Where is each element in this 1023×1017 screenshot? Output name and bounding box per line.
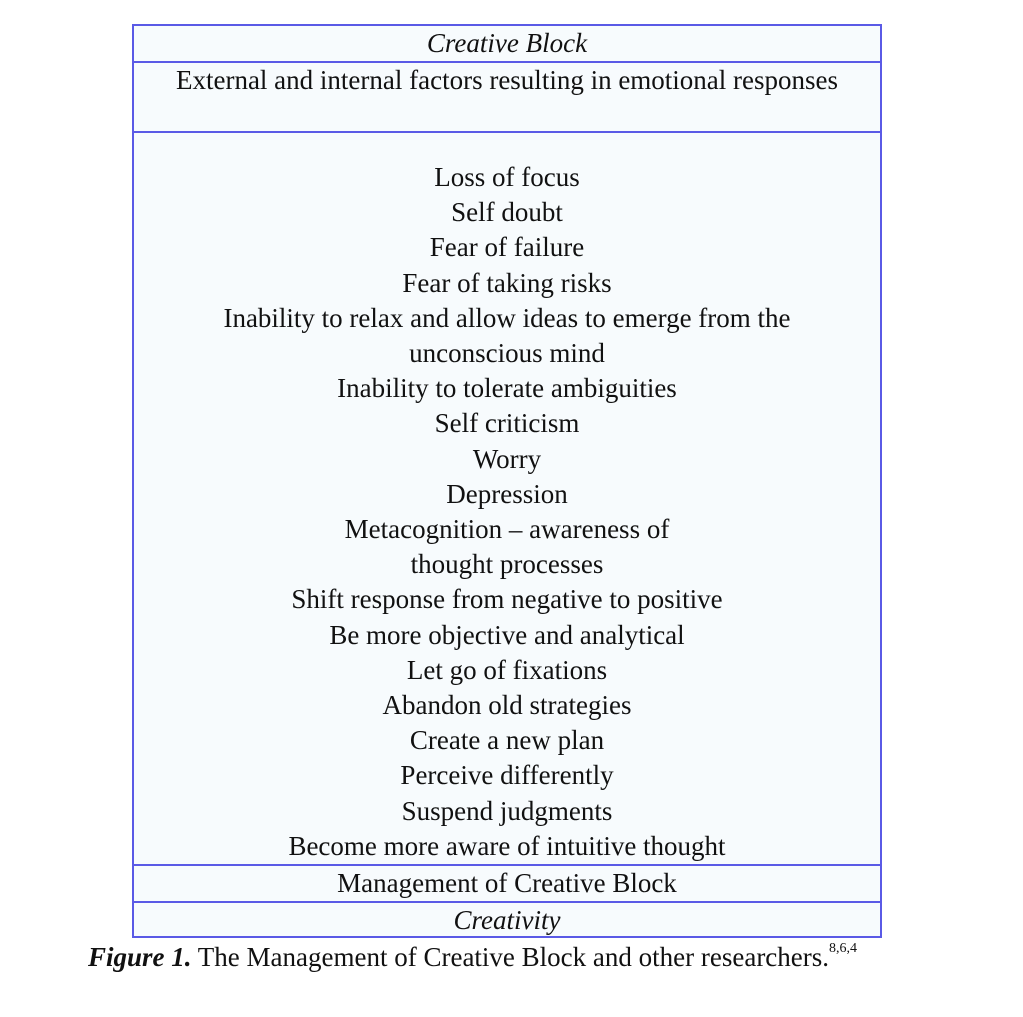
caption-text: The Management of Creative Block and other researchers. bbox=[191, 942, 830, 972]
diagram-subtitle: External and internal factors resulting in emotional responses bbox=[134, 61, 880, 131]
list-item: Become more aware of intuitive thought bbox=[288, 830, 726, 861]
list-item: Fear of taking risks bbox=[402, 267, 612, 298]
list-item: Loss of focus bbox=[434, 162, 580, 192]
list-item: Perceive differently bbox=[400, 760, 614, 791]
list-item: Metacognition – awareness of bbox=[344, 514, 670, 545]
creativity-label: Creativity bbox=[134, 901, 880, 936]
list-item: Abandon old strategies bbox=[382, 690, 632, 721]
list-item: Self doubt bbox=[451, 197, 563, 228]
creative-block-diagram bbox=[132, 24, 882, 938]
list-item: Inability to tolerate ambiguities bbox=[337, 373, 677, 404]
figure-caption bbox=[88, 940, 857, 975]
list-item: Suspend judgments bbox=[401, 795, 613, 826]
caption-label: Figure 1. bbox=[88, 942, 192, 972]
list-item: Be more objective and analytical bbox=[329, 619, 685, 650]
list-item: Inability to relax and allow ideas to emerge from the bbox=[223, 302, 791, 333]
caption-citation: 8,6,4 bbox=[829, 941, 858, 956]
diagram-title: Creative Block bbox=[426, 28, 588, 58]
list-item: unconscious mind bbox=[409, 338, 605, 369]
list-item: Depression bbox=[446, 478, 568, 509]
factors-list bbox=[134, 131, 880, 864]
list-item: Let go of fixations bbox=[406, 654, 608, 685]
list-item: Fear of failure bbox=[429, 232, 585, 263]
management-label: Management of Creative Block bbox=[134, 864, 880, 901]
list-item: Shift response from negative to positive bbox=[291, 584, 723, 615]
list-item: thought processes bbox=[410, 549, 604, 580]
list-item: Worry bbox=[472, 443, 542, 474]
list-item: Self criticism bbox=[434, 408, 580, 439]
list-item: Create a new plan bbox=[409, 725, 605, 756]
